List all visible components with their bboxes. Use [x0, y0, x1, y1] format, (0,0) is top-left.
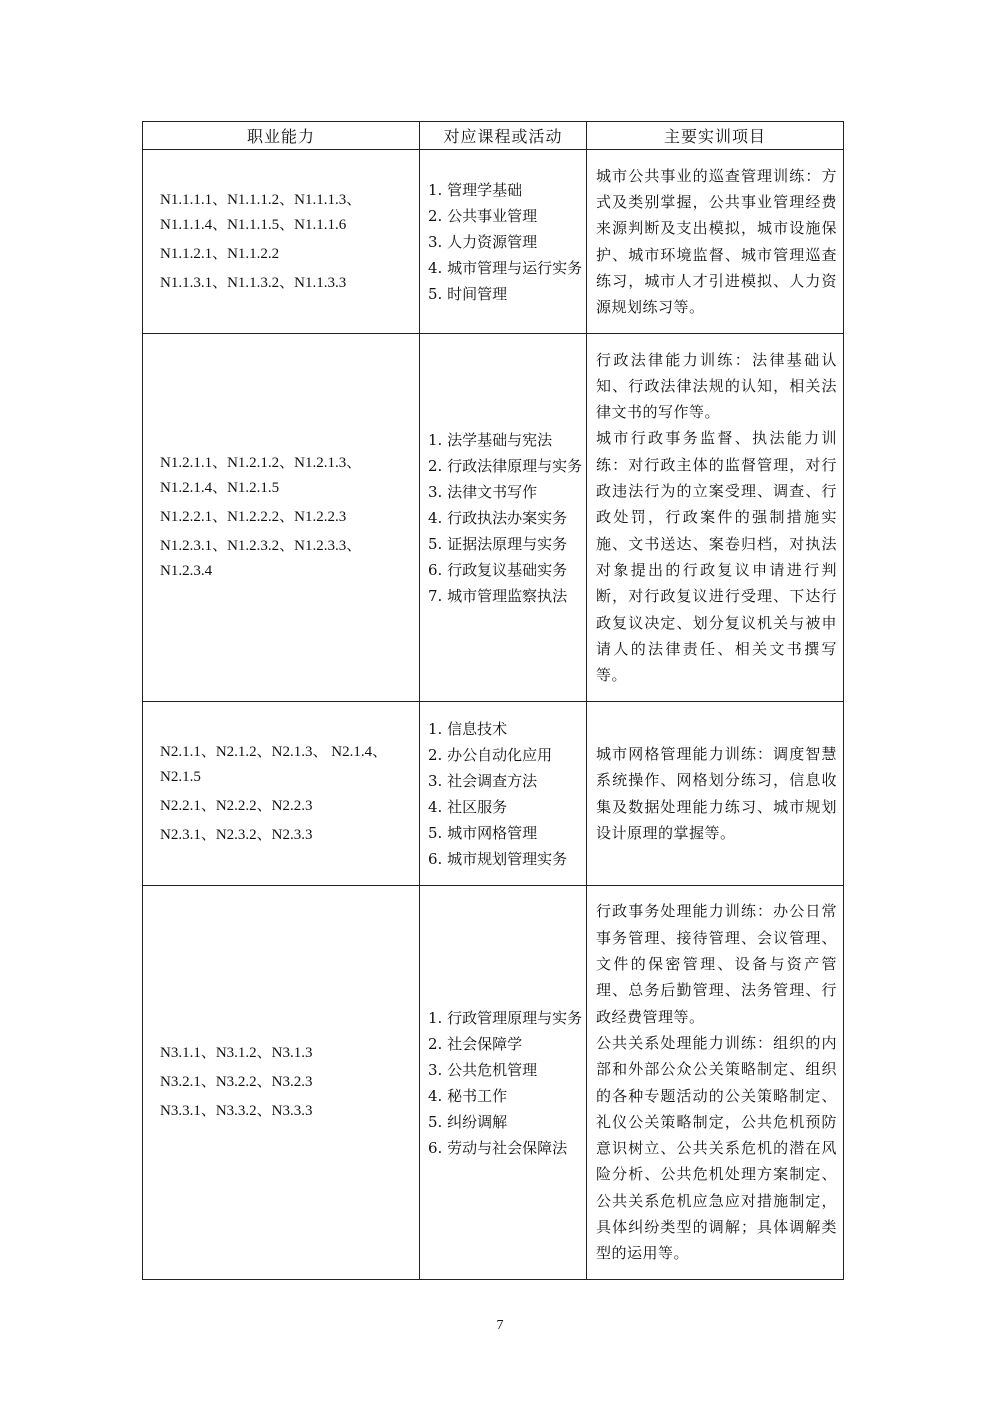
ability-line: N3.1.1、N3.1.2、N3.1.3	[160, 1045, 313, 1061]
course-item: 2. 行政法律原理与实务	[428, 456, 583, 475]
table-header-row	[143, 122, 844, 150]
course-item: 4. 社区服务	[428, 797, 508, 816]
courses-cell	[420, 702, 587, 886]
table-row	[143, 886, 844, 1280]
course-item: 1. 行政管理原理与实务	[428, 1008, 583, 1027]
training-paragraph: 公共关系处理能力训练：组织的内部和外部公众公关策略制定、组织的各种专题活动的公关策略制定、礼仪公关策略制定，公共危机预防意识树立、公共关系危机的潜在风险分析、公共危机处理方案制定、公共关系危机应急应对措施制定，具体纠纷类型的调解；具体调解类型的运用等。	[596, 1033, 837, 1263]
course-item: 1. 信息技术	[428, 719, 508, 738]
header-training: 主要实训项目	[587, 122, 844, 150]
training-paragraph: 行政法律能力训练：法律基础认知、行政法律法规的认知，相关法律文书的写作等。	[596, 350, 837, 422]
training-paragraph: 行政事务处理能力训练：办公日常事务管理、接待管理、会议管理、文件的保密管理、设备与资产管理、总务后勤管理、法务管理、行政经费管理等。	[596, 902, 837, 1026]
header-courses: 对应课程或活动	[420, 122, 587, 150]
page-number: 7	[496, 1318, 504, 1333]
ability-line: N1.1.3.1、N1.1.3.2、N1.1.3.3	[160, 274, 347, 291]
ability-line: N2.2.1、N2.2.2、N2.2.3	[160, 797, 313, 814]
training-table	[142, 121, 844, 1280]
courses-cell	[420, 886, 587, 1280]
ability-line: N2.3.1、N2.3.2、N2.3.3	[160, 826, 313, 843]
training-cell	[587, 334, 844, 702]
training-paragraph: 城市行政事务监督、执法能力训练：对行政主体的监督管理，对行政违法行为的立案受理、调查、行政处罚，行政案件的强制措施实施、文书送达、案卷归档，对执法对象提出的行政复议申请进行判断，对行政复议进行受理、下达行政复议决定、划分复议机关与被申请人的法律责任、相关文书撰写等。	[596, 429, 837, 685]
table-row	[143, 702, 844, 886]
course-item: 2. 社会保障学	[428, 1034, 523, 1053]
ability-line: N1.1.2.1、N1.1.2.2	[160, 245, 280, 262]
ability-cell	[143, 702, 420, 886]
training-paragraph: 城市网格管理能力训练：调度智慧系统操作、网格划分练习，信息收集及数据处理能力练习、城市规划设计原理的掌握等。	[596, 744, 837, 842]
course-item: 3. 社会调查方法	[428, 771, 538, 790]
training-paragraph: 城市公共事业的巡查管理训练：方式及类别掌握，公共事业管理经费来源判断及支出模拟，城市设施保护、城市环境监督、城市管理巡查练习，城市人才引进模拟、人力资源规划练习等。	[596, 166, 837, 317]
courses-cell	[420, 150, 587, 334]
course-item: 4. 秘书工作	[428, 1086, 508, 1105]
ability-line: N1.2.3.1、N1.2.3.2、N1.2.3.3、N1.2.3.4	[160, 538, 362, 579]
ability-cell	[143, 886, 420, 1280]
course-item: 1. 法学基础与宪法	[428, 430, 553, 449]
course-item: 6. 劳动与社会保障法	[428, 1138, 568, 1157]
course-item: 2. 公共事业管理	[428, 206, 538, 225]
training-cell	[587, 702, 844, 886]
course-item: 4. 城市管理与运行实务	[428, 258, 583, 277]
course-item: 5. 纠纷调解	[428, 1112, 508, 1131]
course-item: 4. 行政执法办案实务	[428, 508, 568, 527]
course-item: 7. 城市管理监察执法	[428, 586, 568, 605]
course-item: 3. 公共危机管理	[428, 1060, 538, 1079]
course-item: 6. 行政复议基础实务	[428, 560, 568, 579]
course-item: 5. 证据法原理与实务	[428, 534, 568, 553]
course-item: 2. 办公自动化应用	[428, 745, 553, 764]
course-item: 5. 时间管理	[428, 284, 508, 303]
course-item: 6. 城市规划管理实务	[428, 849, 568, 868]
course-item: 3. 人力资源管理	[428, 232, 538, 251]
courses-cell	[420, 334, 587, 702]
training-cell	[587, 886, 844, 1280]
ability-line: N1.1.1.1、N1.1.1.2、N1.1.1.3、N1.1.1.4、N1.1.1.5、N1.1.1.6	[160, 191, 362, 233]
ability-line: N1.2.2.1、N1.2.2.2、N1.2.2.3	[160, 509, 347, 525]
course-item: 1. 管理学基础	[428, 180, 523, 199]
training-cell	[587, 150, 844, 334]
course-item: 5. 城市网格管理	[428, 823, 538, 842]
ability-line: N3.2.1、N3.2.2、N3.2.3	[160, 1074, 313, 1090]
course-item: 3. 法律文书写作	[428, 482, 538, 501]
header-ability: 职业能力	[143, 122, 420, 150]
ability-line: N2.1.1、N2.1.2、N2.1.3、 N2.1.4、N2.1.5	[160, 743, 388, 785]
ability-line: N1.2.1.1、N1.2.1.2、N1.2.1.3、N1.2.1.4、N1.2.1.5	[160, 455, 362, 496]
ability-cell	[143, 334, 420, 702]
ability-line: N3.3.1、N3.3.2、N3.3.3	[160, 1103, 313, 1119]
table-row	[143, 334, 844, 702]
table-row	[143, 150, 844, 334]
ability-cell	[143, 150, 420, 334]
